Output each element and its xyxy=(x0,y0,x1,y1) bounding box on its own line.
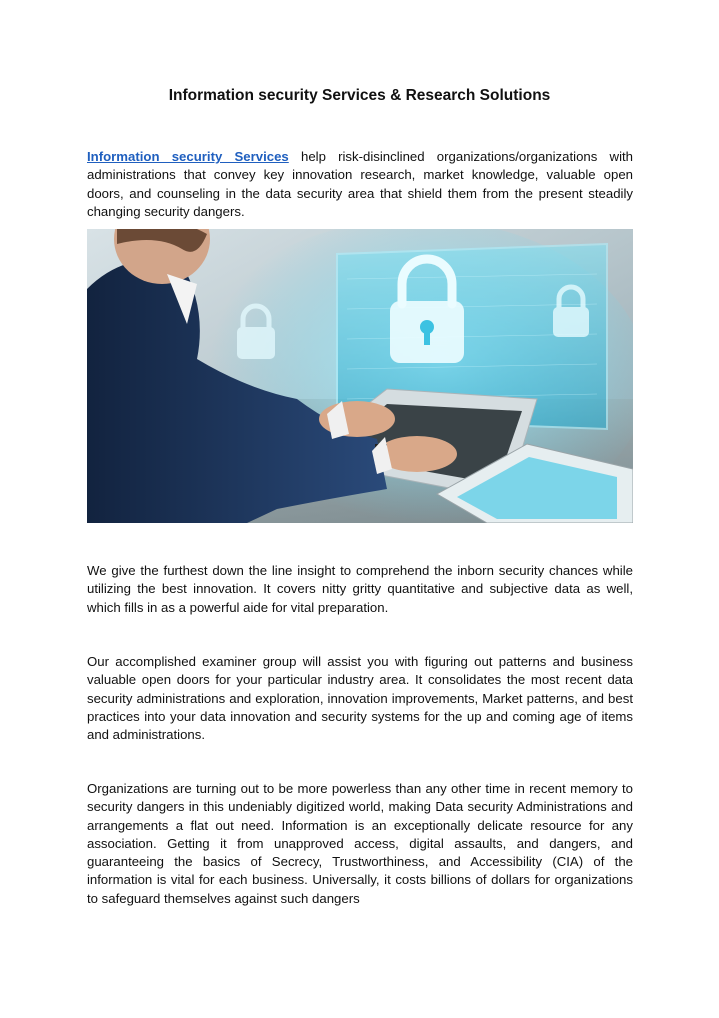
organizations-paragraph: Organizations are turning out to be more powerless than any other time in recent memory to security dangers in this undeniably digitized world, making Data security Administrations and arrangements a flat out need. Information is an exceptionally delicate resource for any association. Getting it from unapproved access, digital assaults, and dangers, and guaranteeing the basics of Secrecy, Trustworthiness, and Accessibility (CIA) of the information is vital for each business. Universally, it costs billions of dollars for organizations to safeguard themselves against such dangers xyxy=(87,781,633,906)
intro-paragraph-text: help risk-disinclined organizations/organizations with administrations that convey key innovation research, market knowledge, valuable open doors, and counseling in the data security area that shield them from the present steadily changing security dangers. xyxy=(87,149,633,219)
examiner-group-paragraph: Our accomplished examiner group will assist you with figuring out patterns and business valuable open doors for your particular industry area. It consolidates the most recent data security administrations and exploration, innovation improvements, Market patterns, and best practices into your data innovation and security systems for the up and coming age of items and administrations. xyxy=(87,654,633,743)
security-hero-image xyxy=(87,229,633,523)
insight-paragraph: We give the furthest down the line insight to comprehend the inborn security chances while utilizing the best innovation. It covers nitty gritty quantitative and subjective data as well, which fills in as a powerful aide for vital preparation. xyxy=(87,563,633,615)
information-security-services-link[interactable]: Information security Services xyxy=(87,149,289,164)
intro-paragraph xyxy=(87,148,633,221)
page-title: Information security Services & Research Solutions xyxy=(168,87,551,104)
